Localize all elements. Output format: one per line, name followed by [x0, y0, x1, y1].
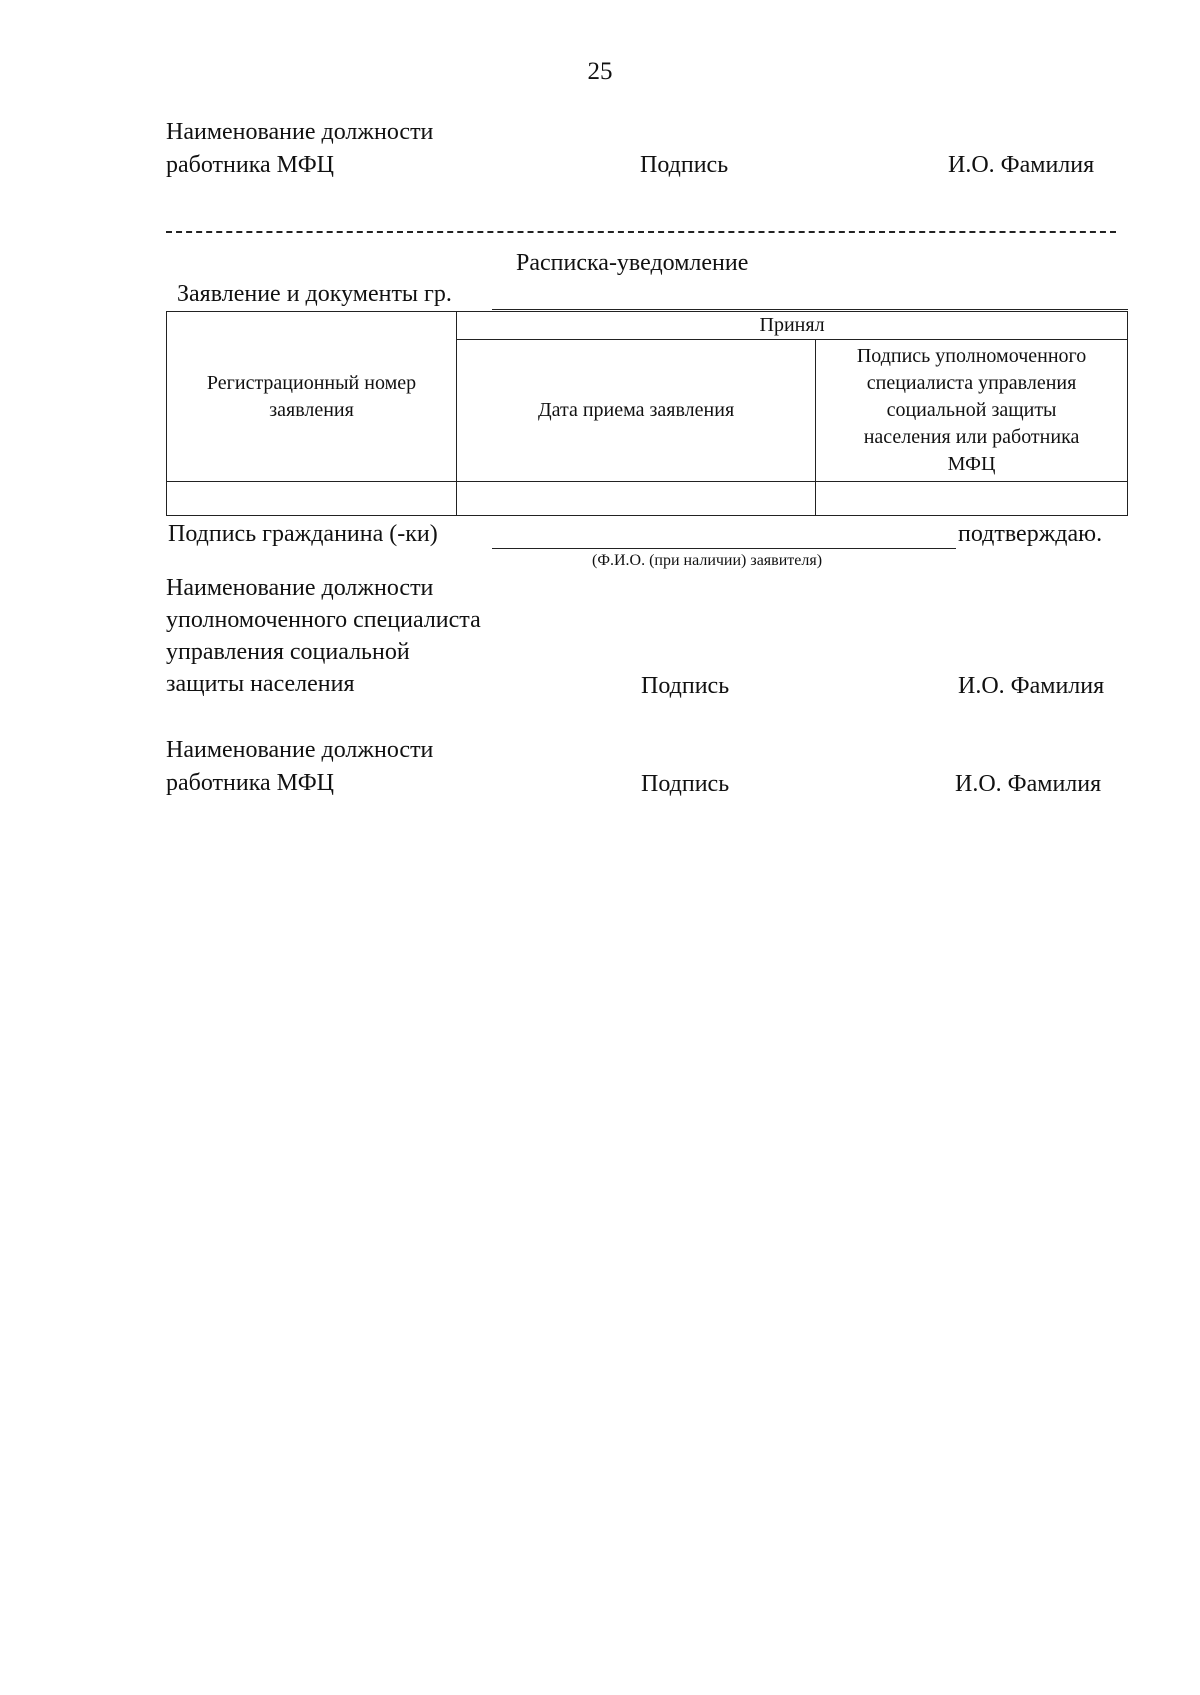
reg-number-cell[interactable] — [167, 482, 457, 516]
name-label: И.О. Фамилия — [948, 152, 1095, 178]
signature-label: Подпись — [640, 152, 729, 178]
confirm-label: подтверждаю. — [958, 521, 1103, 547]
signature-header-line1: Подпись уполномоченного — [856, 345, 1087, 367]
citizen-signature-field — [492, 548, 956, 549]
signature-header-line2: специалиста управления — [866, 372, 1077, 394]
specialist-position-line4: защиты населения — [166, 671, 355, 697]
specialist-position-line1: Наименование должности — [166, 575, 434, 601]
receipt-intro: Заявление и документы гр. — [177, 281, 452, 307]
specialist-name-label: И.О. Фамилия — [958, 673, 1105, 699]
fio-caption: (Ф.И.О. (при наличии) заявителя) — [592, 552, 823, 569]
mfc-name-label: И.О. Фамилия — [955, 771, 1102, 797]
accepted-header — [457, 312, 1128, 340]
cut-line — [166, 231, 1116, 233]
page-number: 25 — [587, 58, 613, 85]
signature-header-line4: населения или работника — [863, 426, 1080, 448]
receipt-title: Расписка-уведомление — [516, 250, 749, 276]
mfc-position-line1: Наименование должности — [166, 737, 434, 763]
reg-number-header-text: Регистрационный номер заявления — [206, 371, 417, 421]
position-title-line1: Наименование должности — [166, 119, 434, 145]
position-title-line2: работника МФЦ — [166, 152, 334, 178]
accepted-header-text: Принял — [759, 314, 825, 336]
receipt-table — [166, 311, 1128, 516]
signature-header — [816, 340, 1128, 482]
mfc-position-line2: работника МФЦ — [166, 770, 334, 796]
signature-header-line5: МФЦ — [947, 453, 996, 475]
citizen-name-field — [492, 309, 1128, 310]
specialist-position-line2: уполномоченного специалиста — [166, 607, 481, 633]
signature-cell[interactable] — [816, 482, 1128, 516]
specialist-position-line3: управления социальной — [166, 639, 410, 665]
mfc-signature-label: Подпись — [641, 771, 730, 797]
date-header — [457, 340, 816, 482]
date-header-text: Дата приема заявления — [537, 399, 735, 421]
reg-number-header — [167, 312, 457, 482]
specialist-signature-label: Подпись — [641, 673, 730, 699]
citizen-signature-label: Подпись гражданина (-ки) — [168, 521, 438, 547]
date-cell[interactable] — [457, 482, 816, 516]
signature-header-line3: социальной защиты — [886, 399, 1057, 421]
